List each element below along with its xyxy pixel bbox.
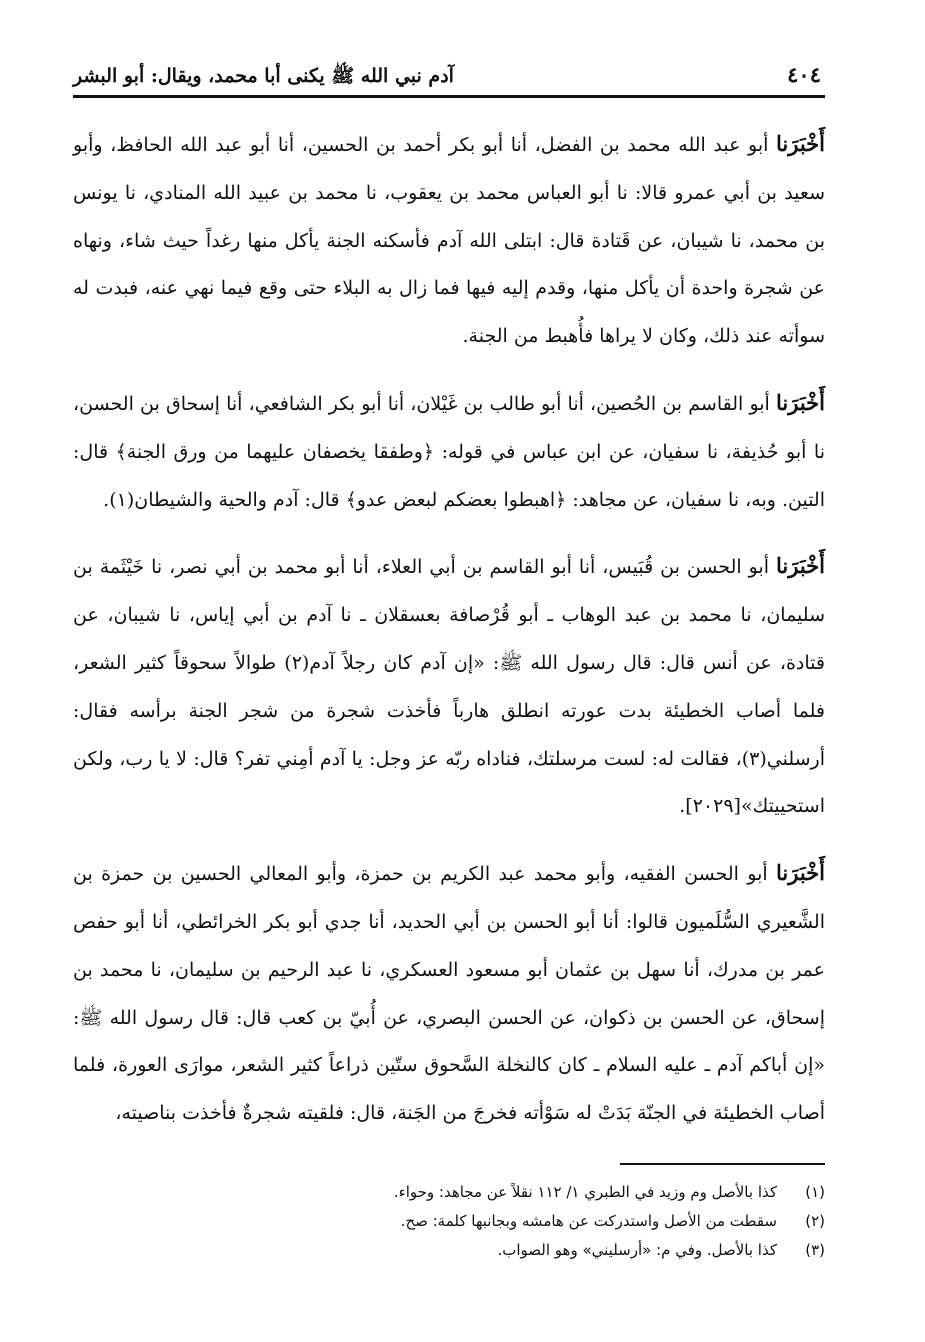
footnote-marker: (٢) — [805, 1212, 825, 1230]
running-head: آدم نبي الله ﷺ يكنى أبا محمد، ويقال: أبو البشر — [73, 65, 454, 87]
paragraph-text: أبو عبد الله محمد بن الفضل، أنا أبو بكر أحمد بن الحسين، أنا أبو عبد الله الحافظ، وأبو سعيد بن أبي عمرو قالا: نا أبو العباس محمد بن يعقوب، نا محمد بن عبيد الله المنادي، نا يونس بن محمد، نا شيبان، عن قَتادة قال: ابتلى الله آدم فأسكنه الجنة يأكل منها رغداً حيث شاء، ونهاه عن شجرة واحدة أن يأكل منها، وقدم إليه فيها فما زال به البلاء حتى وقع فيما نهي عنه، فبدت له سوأته عند ذلك، وكان لا يراها فأُهبط من الجنة. — [73, 134, 825, 348]
page-header — [73, 58, 825, 98]
footnote-3 — [73, 1236, 825, 1265]
footnote-rule — [620, 1163, 825, 1165]
main-text — [73, 120, 825, 1156]
footnote-text: كذا بالأصل. وفي م: «أرسليني» وهو الصواب. — [497, 1241, 777, 1259]
paragraph-lead: أَخْبَرَنا — [776, 553, 825, 579]
footnote-text: كذا بالأصل وم وزيد في الطبري ١/ ١١٢ نقلاً عن مجاهد: وحواء. — [393, 1183, 777, 1201]
paragraph-text: أبو الحسن الفقيه، وأبو محمد عبد الكريم بن حمزة، وأبو المعالي الحسين بن حمزة بن الشَّعيري السُّلَميون قالوا: أنا أبو الحسن بن أبي الحديد، أنا جدي أبو بكر الخرائطي، أنا أبو حفص عمر بن مدرك، أنا سهل بن عثمان أبو مسعود العسكري، نا عبد الرحيم بن سليمان، نا محمد بن إسحاق، عن الحسن بن ذكوان، عن الحسن البصري، عن أُبيّ بن كعب قال: قال رسول الله ﷺ: «إن أباكم آدم ـ عليه السلام ـ كان كالنخلة السَّحوق ستّين ذراعاً كثير الشعر، موارَى العورة، فلما أصاب الخطيئة في الجنّة بَدَتْ له سَوْأته فخرجَ من الجَنة، قال: فلقيته شجرةٌ فأخذت بناصيته، — [73, 863, 825, 1125]
paragraph-text: أبو القاسم بن الحُصين، أنا أبو طالب بن غَيْلان، أنا أبو بكر الشافعي، أنا إسحاق بن الحسن، نا أبو حُذيفة، نا سفيان، عن ابن عباس في قوله: ﴿وطفقا يخصفان عليهما من ورق الجنة﴾ قال: التين. وبه، نا سفيان، عن مجاهد: ﴿اهبطوا بعضكم لبعض عدو﴾ قال: آدم والحية والشيطان(١). — [73, 392, 825, 511]
paragraph-text: أبو الحسن بن قُبَيس، أنا أبو القاسم بن أبي العلاء، أنا أبو محمد بن أبي نصر، نا خَيْثَمة بن سليمان، نا محمد بن عبد الوهاب ـ أبو قُرْصافة بعسقلان ـ نا آدم بن أبي إياس، نا شيبان، عن قتادة، عن أنس قال: قال رسول الله ﷺ: «إن آدم كان رجلاً آدم(٢) طوالاً سحوقاً كثير الشعر، فلما أصاب الخطيئة بدت عورته انطلق هارباً فأخذت شجرة من شجر الجنة برأسه فقال: أرسلني(٣)، فقالت له: لست مرسلتك، فناداه ربّه عز وجل: يا آدم أمِني تفر؟ قال: لا يا رب، ولكن استحييتك»[٢٠٢٩]. — [73, 556, 825, 818]
footnote-1 — [73, 1178, 825, 1207]
footnote-2 — [73, 1207, 825, 1236]
footnote-text: سقطت من الأصل واستدركت عن هامشه وبجانبها كلمة: صح. — [400, 1212, 777, 1230]
paragraph-4 — [73, 849, 825, 1138]
paragraph-lead: أَخْبَرَنا — [776, 131, 825, 156]
paragraph-lead: أَخْبَرَنا — [776, 389, 825, 415]
header-rule — [73, 95, 825, 98]
paragraph-3 — [73, 542, 825, 831]
footnote-marker: (١) — [805, 1183, 825, 1201]
page-number: ٤٠٤ — [787, 62, 821, 87]
paragraph-1 — [73, 120, 825, 361]
paragraph-2 — [73, 379, 825, 524]
paragraph-lead: أَخْبَرَنا — [776, 860, 825, 886]
footnotes — [73, 1178, 825, 1265]
footnote-marker: (٣) — [805, 1241, 825, 1259]
